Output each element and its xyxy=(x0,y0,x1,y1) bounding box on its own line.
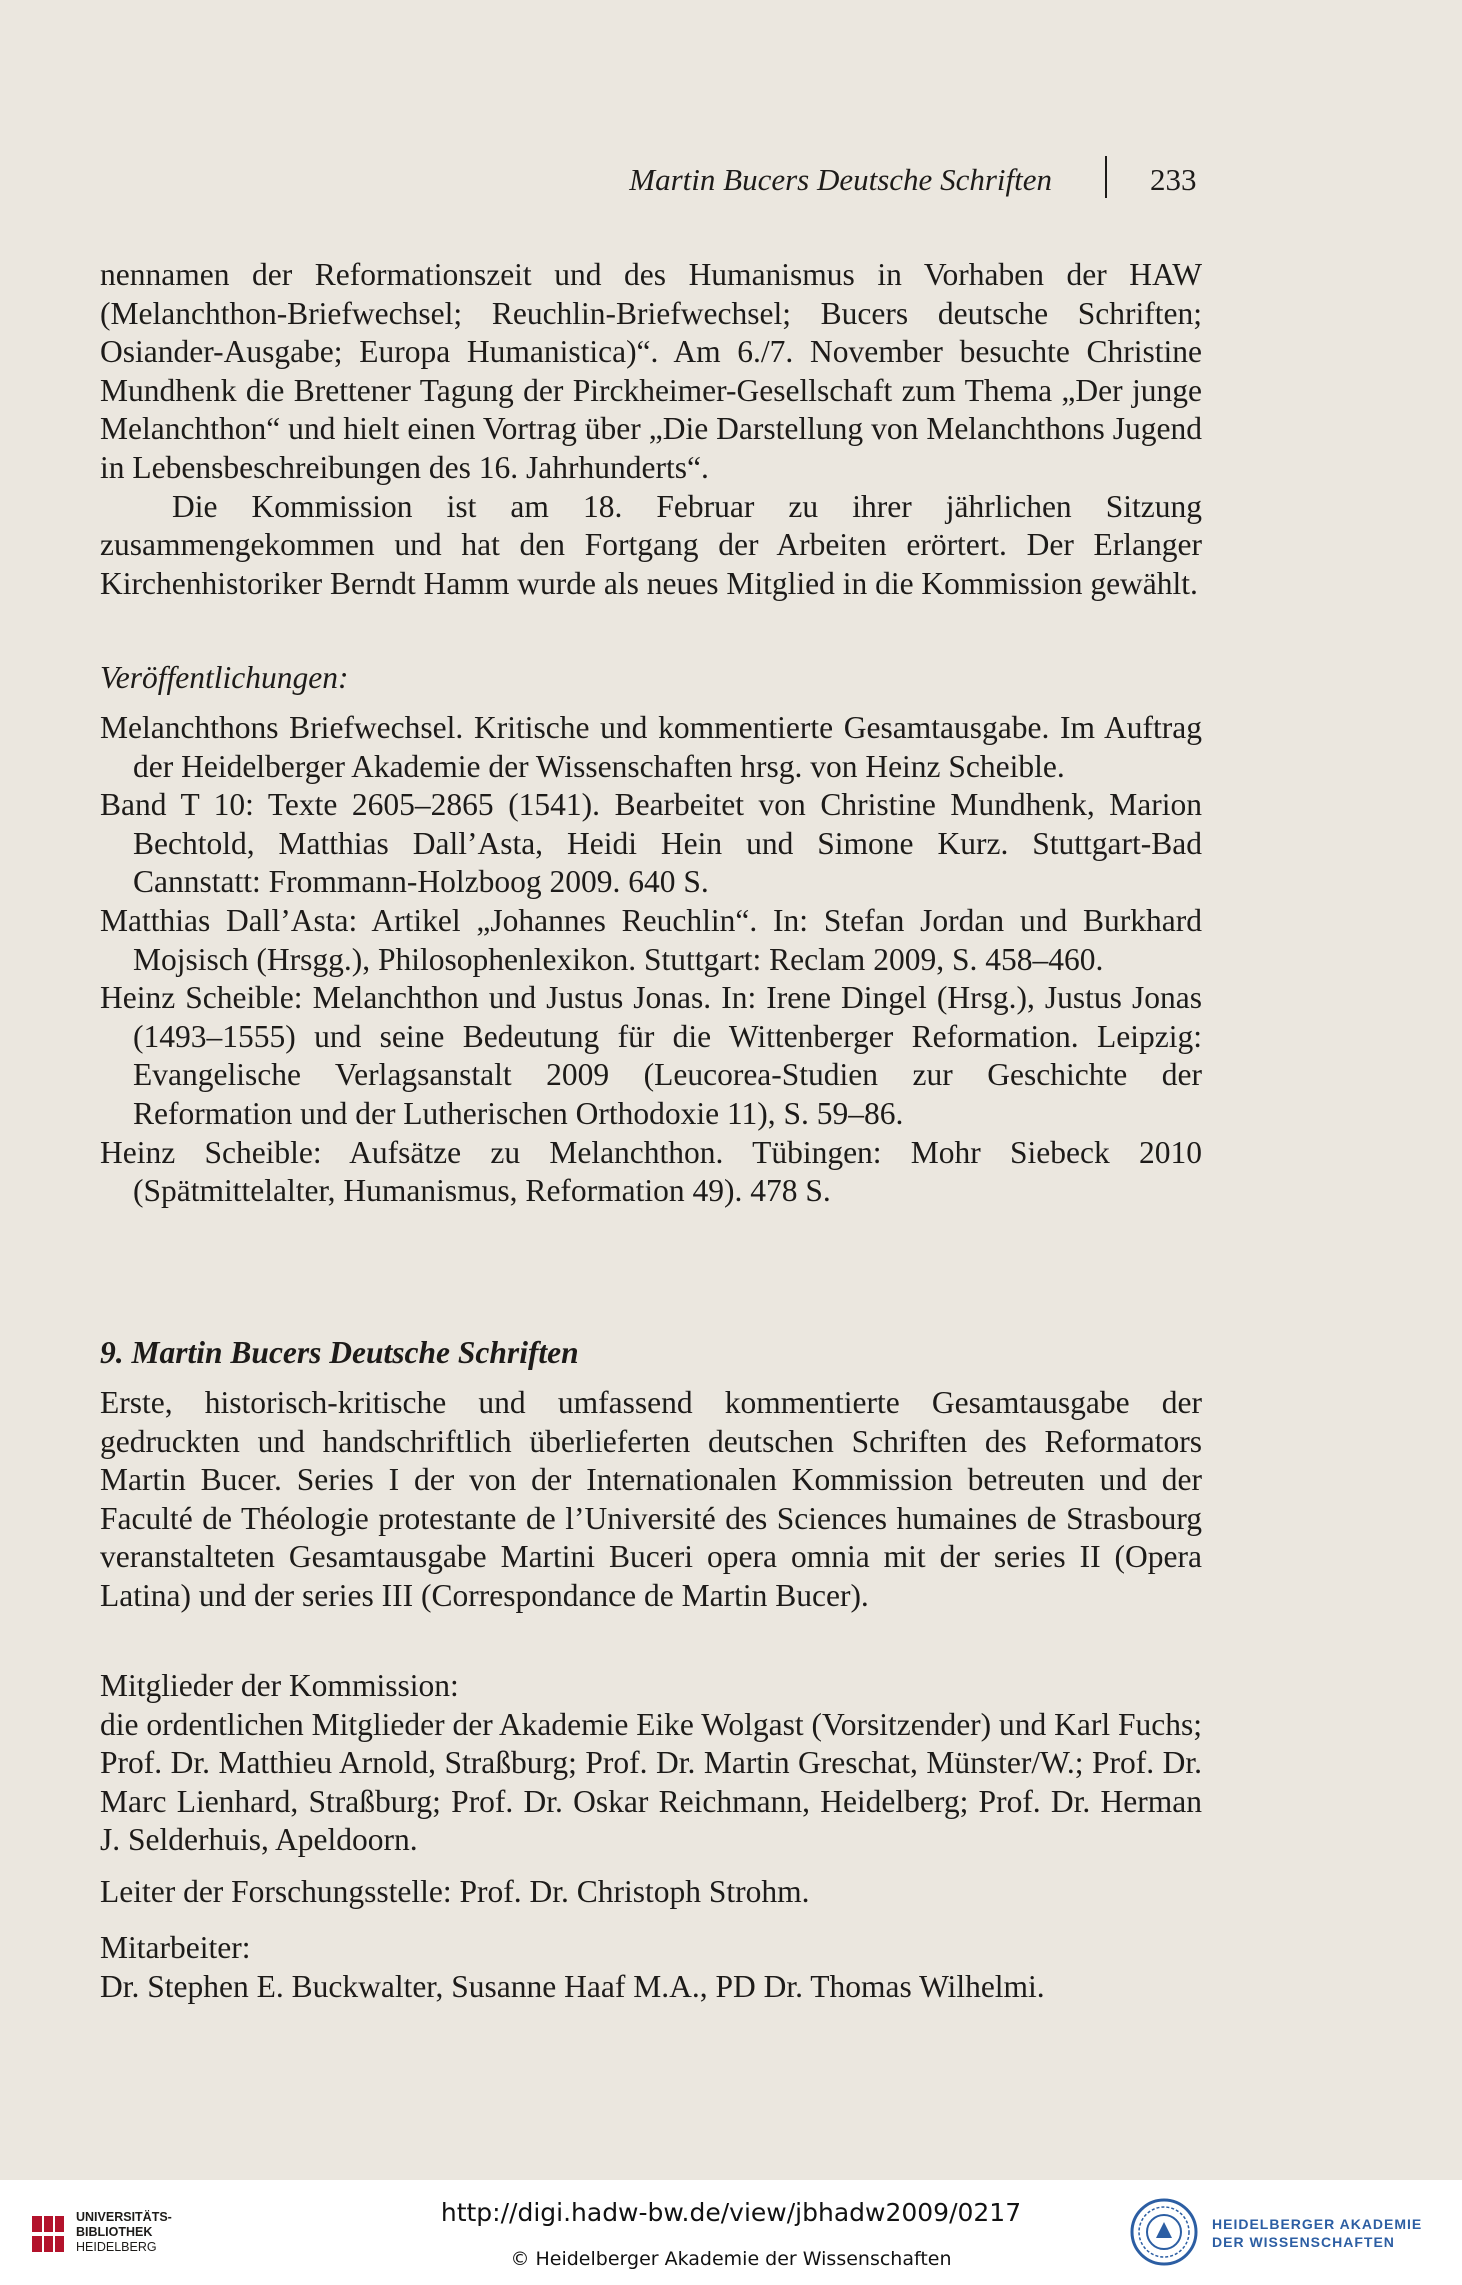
section-intro-block xyxy=(100,1384,1202,1616)
staff-label: Mitarbeiter: xyxy=(100,1930,251,1965)
leader-block xyxy=(100,1873,1202,1912)
paragraph: nennamen der Reformationszeit und des Humanismus in Vorhaben der HAW (Melanchthon-Briefwechsel; Reuchlin-Briefwechsel; Bucers deutsche Schriften; Osiander-Ausgabe; Europa Humanistica)“. Am 6./7. November besuchte Christine Mundhenk die Brettener Tagung der Pirckheimer-Gesellschaft zum Thema „Der junge Melanchthon“ und hielt einen Vortrag über „Die Darstellung von Melanchthons Jugend in Lebensbeschreibungen des 16. Jahrhunderts“. xyxy=(100,257,1202,485)
academy-seal-icon xyxy=(1130,2198,1198,2266)
header-divider xyxy=(1105,156,1107,198)
section-intro: Erste, historisch-kritische und umfassend kommentierte Gesamtausgabe der gedruckten und handschriftlich überlieferten deutschen Schriften des Reformators Martin Bucer. Series I der von der Internationalen Kommission betreuten und der Faculté de Théologie protestante de l’Université des Sciences humaines de Strasbourg veranstalteten Gesamtausgabe Martini Buceri opera omnia mit der series II (Opera Latina) und der series III (Correspondance de Martin Bucer). xyxy=(100,1385,1202,1613)
publications-block xyxy=(100,659,1202,698)
publication-entry: Matthias Dall’Asta: Artikel „Johannes Reuchlin“. In: Stefan Jordan und Burkhard Mojsisch (Hrsgg.), Philosophenlexikon. Stuttgart: Reclam 2009, S. 458–460. xyxy=(100,902,1202,977)
staff-block xyxy=(100,1929,1202,2006)
publications-heading: Veröffentlichungen: xyxy=(100,660,349,695)
permalink-url[interactable]: http://digi.hadw-bw.de/view/jbhadw2009/0217 xyxy=(440,2198,1022,2227)
viewer-footer xyxy=(0,2180,1462,2285)
section-heading-block xyxy=(100,1334,1202,1373)
academy-logo-text: HEIDELBERGER AKADEMIE DER WISSENSCHAFTEN xyxy=(1212,2216,1423,2250)
library-logo-text: UNIVERSITÄTS- BIBLIOTHEK HEIDELBERG xyxy=(76,2210,172,2254)
academy-logo[interactable] xyxy=(1130,2198,1440,2268)
section-heading: 9. Martin Bucers Deutsche Schriften xyxy=(100,1335,579,1370)
body-block-1 xyxy=(100,256,1202,603)
staff-text: Dr. Stephen E. Buckwalter, Susanne Haaf M.A., PD Dr. Thomas Wilhelmi. xyxy=(100,1968,1045,2004)
members-label: Mitglieder der Kommission: xyxy=(100,1668,459,1703)
publication-entry: Band T 10: Texte 2605–2865 (1541). Bearbeitet von Christine Mundhenk, Marion Bechtold, Matthias Dall’Asta, Heidi Hein und Simone Kurz. Stuttgart-Bad Cannstatt: Frommann-Holzboog 2009. 640 S. xyxy=(100,787,1202,900)
running-title: Martin Bucers Deutsche Schriften xyxy=(629,162,1052,197)
running-header xyxy=(0,156,1462,206)
publication-entry: Melanchthons Briefwechsel. Kritische und kommentierte Gesamtausgabe. Im Auftrag der Heidelberger Akademie der Wissenschaften hrsg. von Heinz Scheible. xyxy=(100,710,1202,784)
members-block xyxy=(100,1667,1202,1860)
copyright-notice: © Heidelberger Akademie der Wissenschaften xyxy=(510,2248,952,2270)
publication-entry: Heinz Scheible: Melanchthon und Justus Jonas. In: Irene Dingel (Hrsg.), Justus Jonas (1493–1555) und seine Bedeutung für die Wittenberger Reformation. Leipzig: Evangelische Verlagsanstalt 2009 (Leucorea-Studien zur Geschichte der Reformation und der Lutherischen Orthodoxie 11), S. 59–86. xyxy=(100,980,1202,1131)
members-text: die ordentlichen Mitglieder der Akademie Eike Wolgast (Vorsitzender) und Karl Fuchs; Prof. Dr. Matthieu Arnold, Straßburg; Prof. Dr. Martin Greschat, Münster/W.; Prof. Dr. Marc Lienhard, Straßburg; Prof. Dr. Oskar Reichmann, Heidelberg; Prof. Dr. Herman J. Selderhuis, Apeldoorn. xyxy=(100,1706,1203,1858)
publications-list xyxy=(100,709,1202,1211)
publication-entry: Heinz Scheible: Aufsätze zu Melanchthon. Tübingen: Mohr Siebeck 2010 (Spätmittelalter, Humanismus, Reformation 49). 478 S. xyxy=(100,1134,1202,1209)
leader-line: Leiter der Forschungsstelle: Prof. Dr. Christoph Strohm. xyxy=(100,1874,810,1909)
paragraph: Die Kommission ist am 18. Februar zu ihrer jährlichen Sitzung zusammengekommen und hat den Fortgang der Arbeiten erörtert. Der Erlanger Kirchenhistoriker Berndt Hamm wurde als neues Mitglied in die Kommission gewählt. xyxy=(100,488,1202,601)
page-number: 233 xyxy=(1150,162,1197,197)
